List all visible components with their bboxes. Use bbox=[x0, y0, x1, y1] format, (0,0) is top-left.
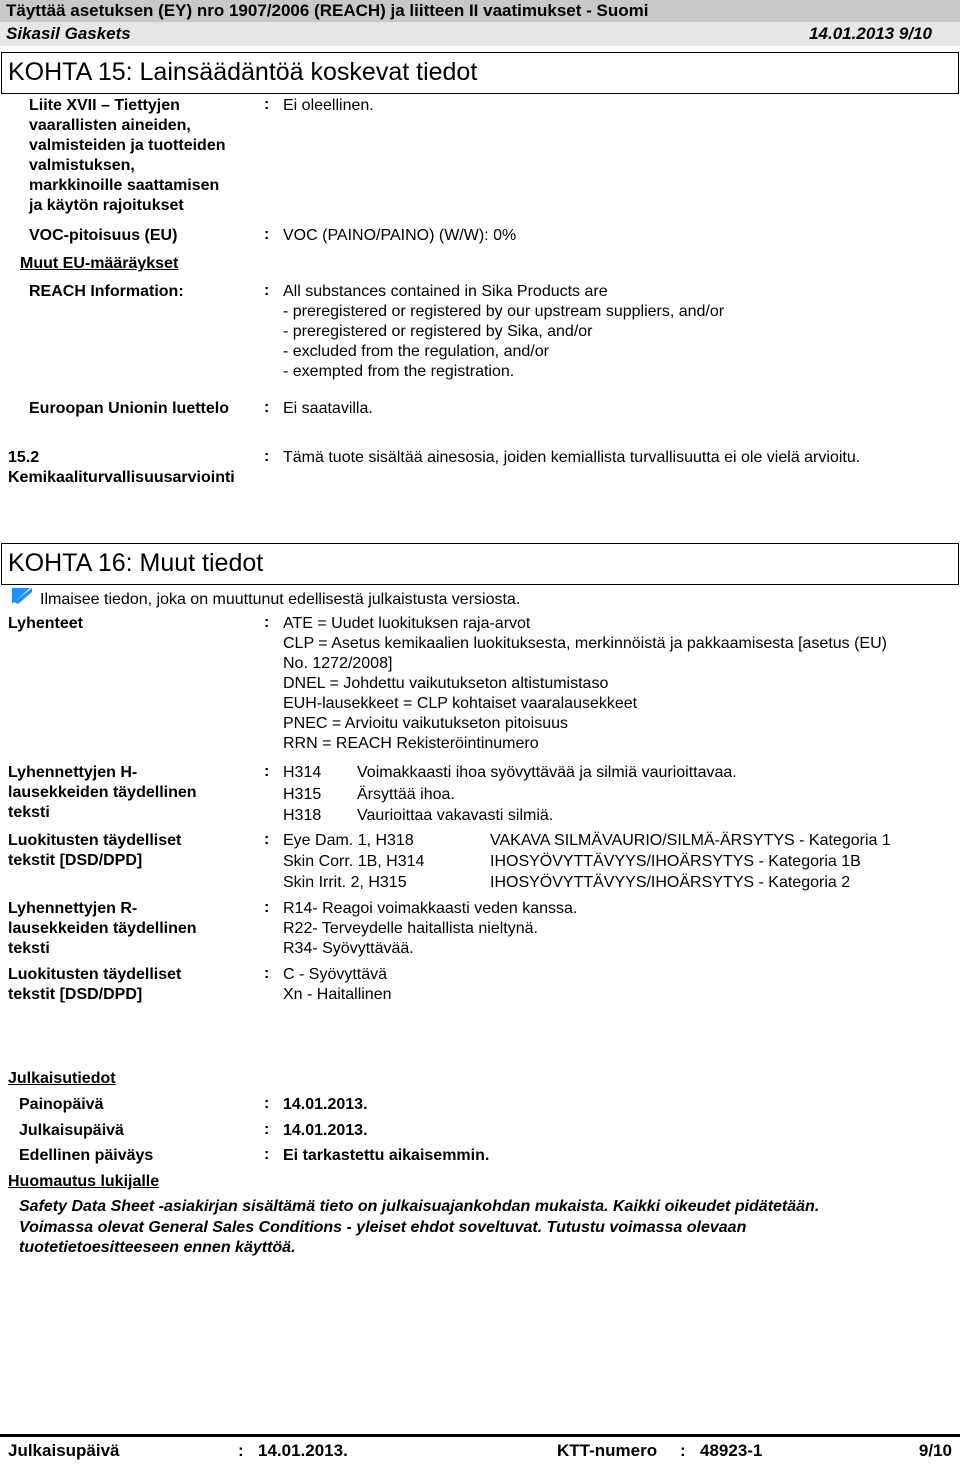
label-line: Lyhennettyjen H- bbox=[8, 764, 138, 781]
reach-line: All substances contained in Sika Products are bbox=[283, 283, 608, 300]
reach-line: - preregistered or registered by Sika, and/or bbox=[283, 323, 593, 340]
notice-line: tuotetietoesitteeseen ennen käyttöä. bbox=[19, 1239, 296, 1256]
issue-date-value: 14.01.2013. bbox=[283, 1122, 368, 1139]
section15-title: KOHTA 15: Lainsäädäntöä koskevat tiedot bbox=[8, 58, 478, 86]
product-bar bbox=[0, 22, 960, 46]
colon: : bbox=[264, 899, 270, 916]
csa-label bbox=[8, 448, 235, 488]
label-line: Luokitusten täydelliset bbox=[8, 832, 182, 849]
abbr-line: No. 1272/2008] bbox=[283, 655, 393, 672]
reach-label: REACH Information: bbox=[29, 283, 184, 300]
label-line: tekstit [DSD/DPD] bbox=[8, 852, 143, 869]
date-page: 14.01.2013 9/10 bbox=[809, 24, 932, 43]
print-date-value: 14.01.2013. bbox=[283, 1096, 368, 1113]
r-phrases-label bbox=[8, 899, 197, 959]
label-line: valmisteiden ja tuotteiden bbox=[29, 137, 226, 154]
section16-title: KOHTA 16: Muut tiedot bbox=[8, 549, 264, 577]
page-footer bbox=[0, 1434, 960, 1463]
h-text: Voimakkaasti ihoa syövyttävää ja silmiä vaurioittavaa. bbox=[357, 764, 737, 781]
h-statements-label bbox=[8, 763, 197, 823]
label-line: vaarallisten aineiden, bbox=[29, 117, 191, 134]
label-line: lausekkeiden täydellinen bbox=[8, 784, 197, 801]
header-title: Täyttää asetuksen (EY) nro 1907/2006 (REACH) ja liitteen II vaatimukset - Suomi bbox=[6, 1, 649, 20]
label-line: teksti bbox=[8, 804, 50, 821]
colon: : bbox=[264, 614, 270, 631]
other-eu-heading: Muut EU-määräykset bbox=[20, 255, 179, 272]
r-phrases-value bbox=[283, 899, 577, 959]
print-date-label: Painopäivä bbox=[19, 1096, 104, 1113]
abbr-line: DNEL = Johdettu vaikutukseton altistumistaso bbox=[283, 675, 609, 692]
class2-line: C - Syövyttävä bbox=[283, 966, 388, 983]
document-header bbox=[0, 0, 960, 22]
class-code: Skin Irrit. 2, H315 bbox=[283, 874, 407, 891]
class-text: IHOSYÖVYTTÄVYYS/IHOÄRSYTYS - Kategoria 2 bbox=[490, 874, 851, 891]
colon: : bbox=[680, 1441, 686, 1460]
footer-issue-label: Julkaisupäivä bbox=[8, 1441, 120, 1460]
notice-line: Safety Data Sheet -asiakirjan sisältämä tieto on julkaisuajankohdan mukaista. Kaikki oikeudet pidätetään. bbox=[19, 1198, 820, 1215]
abbr-line: PNEC = Arvioitu vaikutukseton pitoisuus bbox=[283, 715, 569, 732]
label-line: Lyhennettyjen R- bbox=[8, 900, 138, 917]
classification2-label bbox=[8, 965, 181, 1005]
abbreviations-label: Lyhenteet bbox=[8, 615, 83, 632]
r-line: R34- Syövyttävää. bbox=[283, 940, 414, 957]
colon: : bbox=[264, 831, 270, 848]
h-text: Ärsyttää ihoa. bbox=[357, 786, 455, 803]
label-line: Kemikaaliturvallisuusarviointi bbox=[8, 469, 235, 486]
label-line: tekstit [DSD/DPD] bbox=[8, 986, 143, 1003]
colon: : bbox=[264, 282, 270, 299]
footer-issue-value: 14.01.2013. bbox=[258, 1441, 348, 1460]
footer-ktt-label: KTT-numero bbox=[557, 1441, 658, 1460]
r-line: R14- Reagoi voimakkaasti veden kanssa. bbox=[283, 900, 578, 917]
h-code: H318 bbox=[283, 807, 322, 824]
colon: : bbox=[264, 448, 270, 465]
annex-xvii-value: Ei oleellinen. bbox=[283, 97, 374, 114]
label-line: Luokitusten täydelliset bbox=[8, 966, 182, 983]
h-code: H315 bbox=[283, 786, 322, 803]
label-line: valmistuksen, bbox=[29, 157, 135, 174]
label-line: 15.2 bbox=[8, 449, 40, 466]
class-text: VAKAVA SILMÄVAURIO/SILMÄ-ÄRSYTYS - Kategoria 1 bbox=[490, 832, 891, 849]
notice-text bbox=[19, 1197, 819, 1259]
label-line: teksti bbox=[8, 940, 50, 957]
reach-line: - excluded from the regulation, and/or bbox=[283, 343, 549, 360]
colon: : bbox=[238, 1441, 244, 1460]
label-line: lausekkeiden täydellinen bbox=[8, 920, 197, 937]
class-code: Eye Dam. 1, H318 bbox=[283, 832, 414, 849]
voc-value: VOC (PAINO/PAINO) (W/W): 0% bbox=[283, 227, 517, 244]
abbr-line: CLP = Asetus kemikaalien luokituksesta, merkinnöistä ja pakkaamisesta [asetus (EU) bbox=[283, 635, 887, 652]
notice-line: Voimassa olevat General Sales Conditions - yleiset ehdot soveltuvat. Tutustu voimassa olevaan bbox=[19, 1218, 747, 1236]
voc-label: VOC-pitoisuus (EU) bbox=[29, 227, 178, 244]
colon: : bbox=[264, 965, 270, 982]
label-line: ja käytön rajoitukset bbox=[29, 197, 184, 214]
eu-inventory-label: Euroopan Unionin luettelo bbox=[29, 400, 229, 417]
abbr-line: ATE = Uudet luokituksen raja-arvot bbox=[283, 615, 531, 632]
h-text: Vaurioittaa vakavasti silmiä. bbox=[357, 807, 554, 824]
colon: : bbox=[264, 226, 270, 243]
classification2-value bbox=[283, 965, 392, 1005]
footer-ktt-value: 48923-1 bbox=[700, 1441, 763, 1460]
r-line: R22- Terveydelle haitallista nieltynä. bbox=[283, 920, 538, 937]
csa-value: Tämä tuote sisältää ainesosia, joiden kemiallista turvallisuutta ei ole vielä arvioitu. bbox=[283, 449, 861, 466]
notice-heading: Huomautus lukijalle bbox=[8, 1173, 160, 1190]
reach-line: - preregistered or registered by our upstream suppliers, and/or bbox=[283, 303, 725, 320]
label-line: Liite XVII – Tiettyjen bbox=[29, 97, 180, 114]
change-marker-icon bbox=[12, 588, 32, 606]
label-line: markkinoille saattamisen bbox=[29, 177, 220, 194]
classification-label bbox=[8, 831, 181, 871]
class-text: IHOSYÖVYTTÄVYYS/IHOÄRSYTYS - Kategoria 1B bbox=[490, 853, 861, 870]
eu-inventory-value: Ei saatavilla. bbox=[283, 400, 373, 417]
class2-line: Xn - Haitallinen bbox=[283, 986, 392, 1003]
h-code: H314 bbox=[283, 764, 322, 781]
abbr-line: RRN = REACH Rekisteröintinumero bbox=[283, 735, 539, 752]
previous-date-value: Ei tarkastettu aikaisemmin. bbox=[283, 1147, 490, 1164]
footer-page: 9/10 bbox=[918, 1441, 952, 1460]
reach-value bbox=[283, 282, 724, 382]
reach-line: - exempted from the registration. bbox=[283, 363, 515, 380]
class-code: Skin Corr. 1B, H314 bbox=[283, 853, 425, 870]
abbr-line: EUH-lausekkeet = CLP kohtaiset vaaralausekkeet bbox=[283, 695, 638, 712]
issue-date-label: Julkaisupäivä bbox=[19, 1122, 124, 1139]
annex-xvii-label bbox=[29, 96, 225, 216]
colon: : bbox=[264, 1121, 270, 1138]
previous-date-label: Edellinen päiväys bbox=[19, 1147, 154, 1164]
publication-heading: Julkaisutiedot bbox=[8, 1070, 116, 1087]
colon: : bbox=[264, 1146, 270, 1163]
product-name: Sikasil Gaskets bbox=[6, 24, 131, 43]
change-note: Ilmaisee tiedon, joka on muuttunut edellisestä julkaistusta versiosta. bbox=[40, 591, 521, 608]
colon: : bbox=[264, 1095, 270, 1112]
colon: : bbox=[264, 763, 270, 780]
colon: : bbox=[264, 96, 270, 113]
abbreviations-value bbox=[283, 614, 887, 754]
colon: : bbox=[264, 399, 270, 416]
